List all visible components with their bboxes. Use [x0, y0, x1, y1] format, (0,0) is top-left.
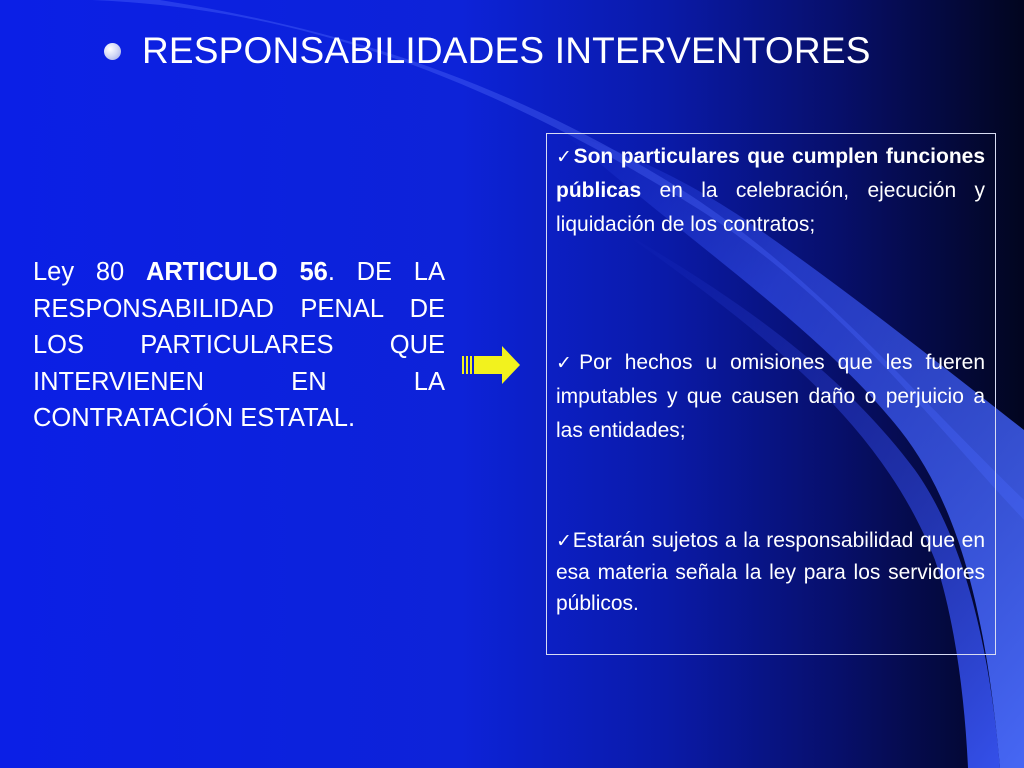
title-row — [104, 30, 871, 72]
law-article: ARTICULO 56 — [145, 258, 328, 286]
point-text: en la celebración, ejecución y liquidación de los contratos; — [556, 179, 985, 236]
point-text: Estarán sujetos a la responsabilidad que en esa materia señala la ley para los servidores públicos. — [556, 529, 985, 615]
law-prefix: Ley 80 — [33, 258, 146, 286]
slide-title: RESPONSABILIDADES INTERVENTORES — [142, 30, 871, 71]
point-item — [556, 346, 985, 448]
law-reference-text — [33, 254, 445, 437]
bullet-icon — [104, 43, 121, 60]
point-bold-text: Son particulares que cumplen funciones públicas — [556, 145, 986, 202]
point-item — [556, 140, 985, 242]
point-item — [556, 525, 985, 619]
checkmark-icon: ✓ — [556, 530, 573, 552]
point-text: Por hechos u omisiones que les fueren imputables y que causen daño o perjuicio a las entidades; — [556, 351, 985, 442]
law-description: . DE LA RESPONSABILIDAD PENAL DE LOS PARTICULARES QUE INTERVIENEN EN LA CONTRATACIÓN ESTATAL. — [33, 258, 445, 432]
responsibilities-box — [546, 133, 996, 655]
right-arrow-icon — [462, 344, 522, 386]
checkmark-icon: ✓ — [556, 146, 574, 168]
checkmark-icon: ✓ — [556, 352, 580, 374]
